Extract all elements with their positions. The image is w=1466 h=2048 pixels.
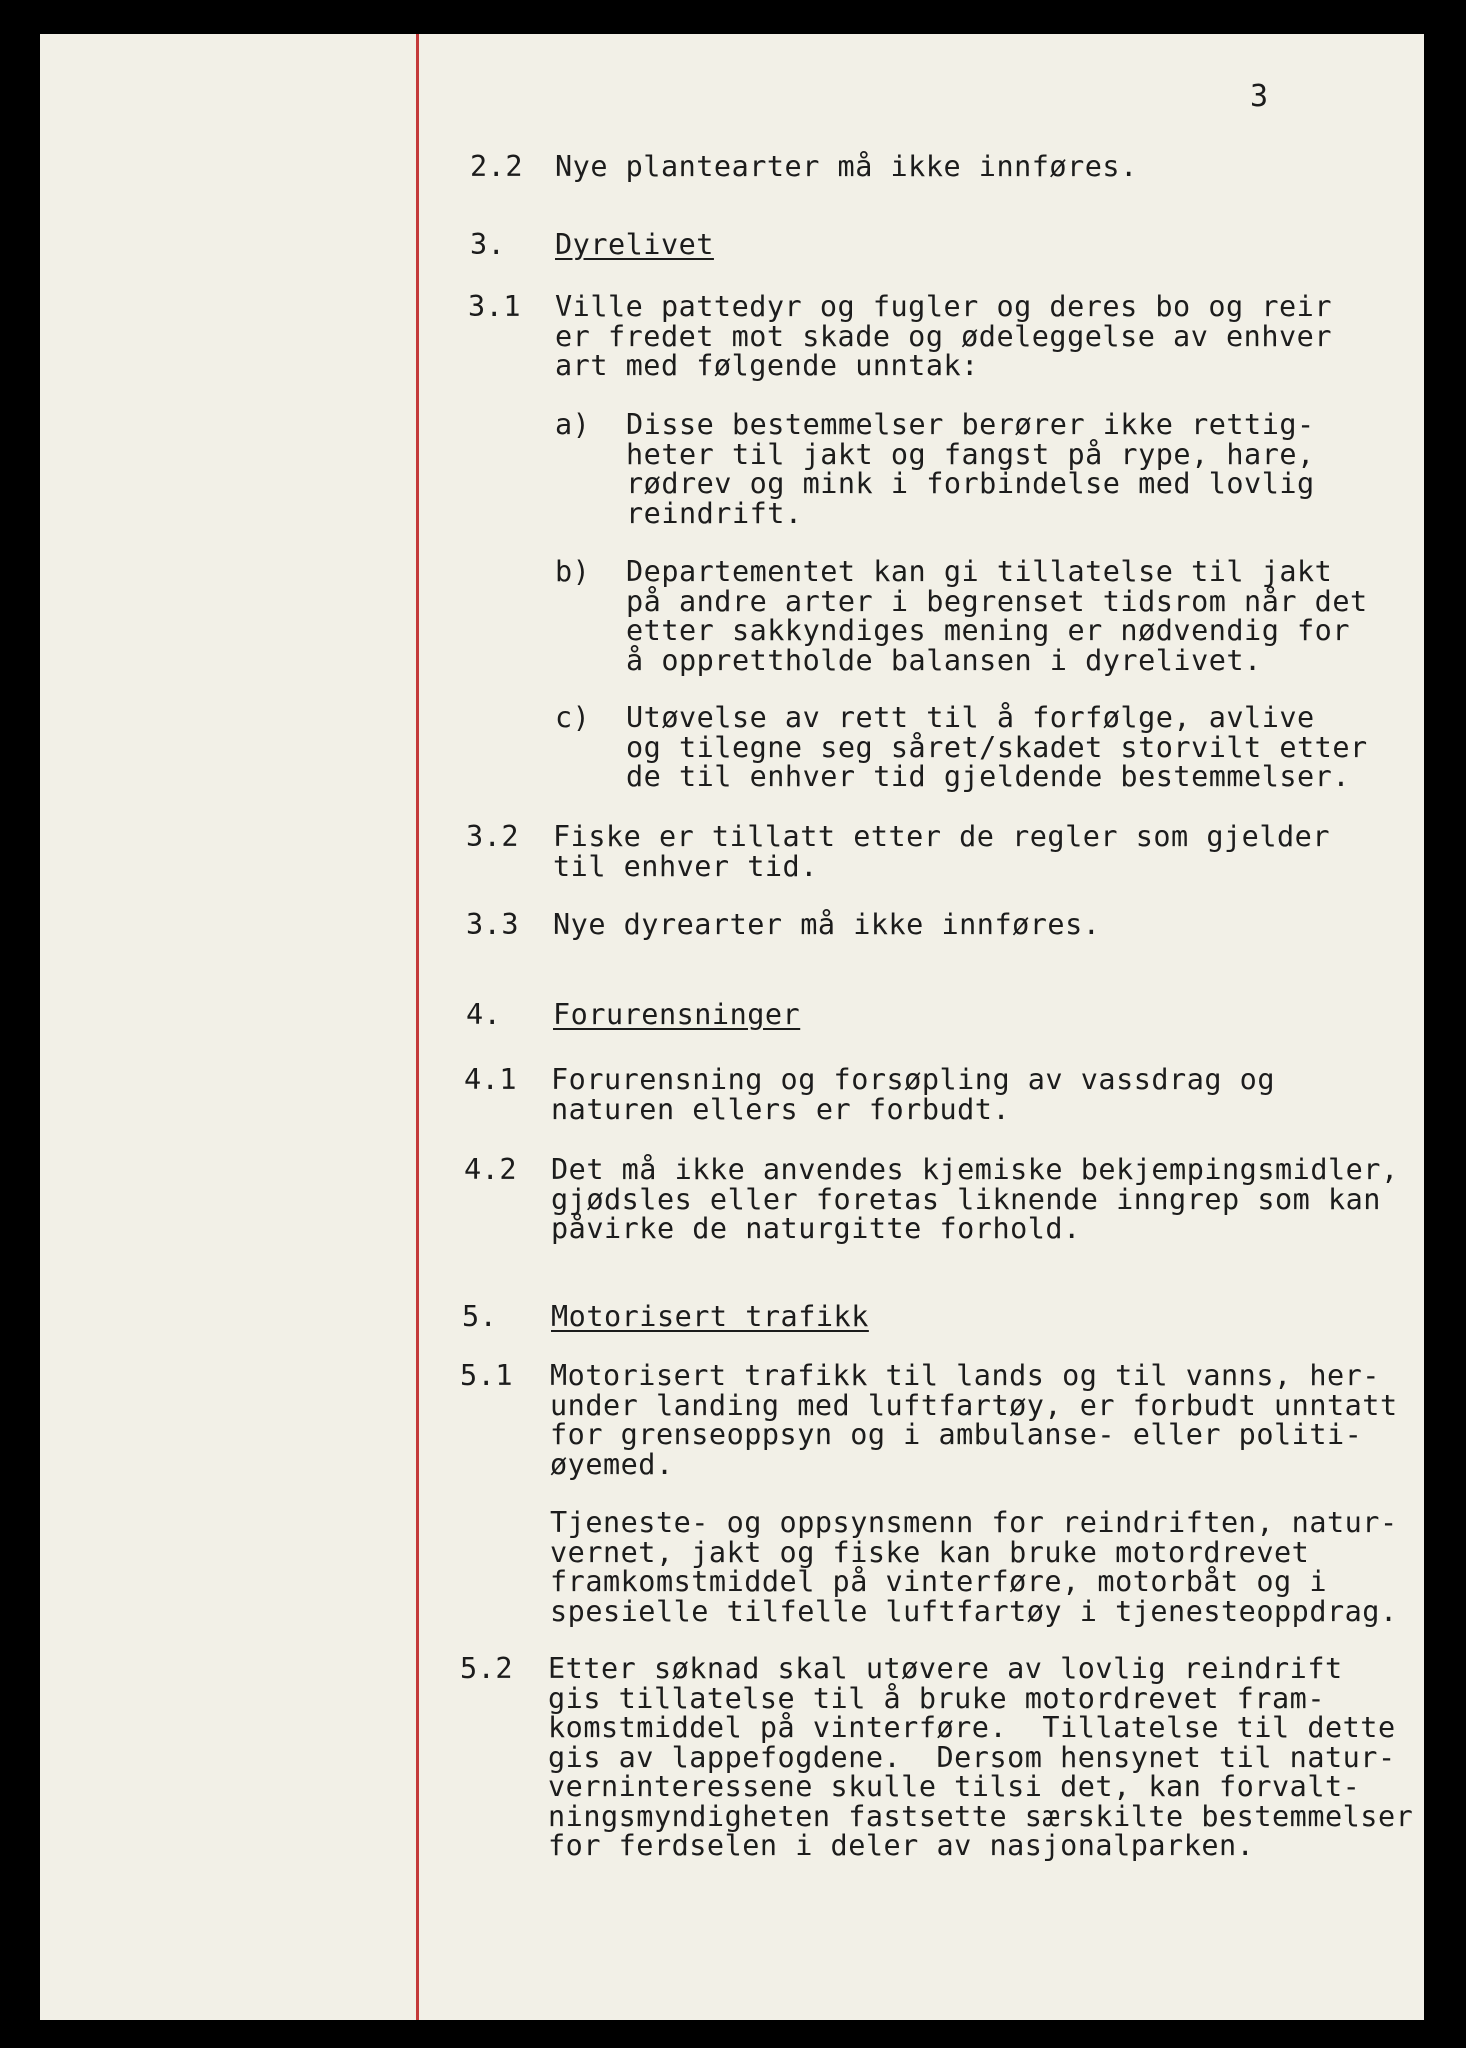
- section-heading: Dyrelivet: [555, 228, 714, 261]
- text-line: å opprettholde balansen i dyrelivet.: [626, 643, 1262, 677]
- text-line: Motorisert trafikk til lands og til vanns, her-: [550, 1359, 1380, 1392]
- page-number: 3: [1250, 79, 1269, 114]
- text-line: reindrift.: [626, 496, 803, 530]
- text-line: verninteressene skulle tilsi det, kan forvalt-: [548, 1770, 1361, 1803]
- text-line: Etter søknad skal utøvere av lovlig reindrift: [548, 1652, 1343, 1685]
- text-line: Forurensning og forsøpling av vassdrag og: [551, 1063, 1275, 1096]
- section-heading: Forurensninger: [553, 998, 801, 1031]
- list-label: b): [555, 555, 591, 588]
- text-line: for grenseoppsyn og i ambulanse- eller politi-: [550, 1418, 1363, 1451]
- text-line: for ferdselen i deler av nasjonalparken.: [548, 1829, 1255, 1862]
- section-paragraph: [553, 822, 1330, 881]
- list-label: a): [555, 408, 591, 441]
- section-paragraph: [550, 1508, 1398, 1626]
- section-heading: Motorisert trafikk: [551, 1300, 869, 1333]
- section-number: 3.2: [466, 820, 519, 853]
- text-line: de til enhver tid gjeldende bestemmelser.: [626, 760, 1350, 793]
- text-line: er fredet mot skade og ødeleggelse av enhver: [555, 319, 1332, 353]
- text-line: Fiske er tillatt etter de regler som gjelder: [553, 820, 1330, 853]
- section-number: 5.1: [460, 1359, 513, 1392]
- section-number: 2.2: [470, 150, 523, 183]
- section-number: 5.2: [460, 1652, 513, 1685]
- section-number: 3.1: [468, 290, 521, 323]
- text-line: art med følgende unntak:: [555, 349, 979, 382]
- text-line: vernet, jakt og fiske kan bruke motordrevet: [550, 1535, 1310, 1569]
- section-number: 4.1: [464, 1063, 517, 1096]
- text-line: Disse bestemmelser berører ikke rettig-: [626, 408, 1315, 441]
- text-line: og tilegne seg såret/skadet storvilt etter: [626, 730, 1368, 764]
- list-label: c): [555, 701, 591, 734]
- section-number: 4.2: [464, 1153, 517, 1186]
- section-text: Nye dyrearter må ikke innføres.: [553, 908, 1101, 941]
- text-line: til enhver tid.: [553, 849, 818, 883]
- red-margin-line: [416, 34, 419, 2020]
- text-line: gjødsles eller foretas liknende inngrep som kan: [551, 1182, 1381, 1216]
- text-line: spesielle tilfelle luftfartøy i tjenesteoppdrag.: [550, 1594, 1398, 1628]
- section-paragraph: [551, 1065, 1275, 1124]
- text-line: rødrev og mink i forbindelse med lovlig: [626, 467, 1315, 500]
- text-line: komstmiddel på vinterføre. Tillatelse til dette: [548, 1711, 1396, 1744]
- list-item: [626, 703, 1368, 792]
- section-paragraph: [555, 292, 1332, 381]
- text-line: øyemed.: [550, 1447, 674, 1481]
- list-item: [626, 557, 1368, 675]
- text-line: Det må ikke anvendes kjemiske bekjempingsmidler,: [551, 1153, 1399, 1186]
- text-line: påvirke de naturgitte forhold.: [551, 1212, 1081, 1245]
- text-line: naturen ellers er forbudt.: [551, 1092, 1011, 1126]
- text-line: ningsmyndigheten fastsette særskilte bestemmelser: [548, 1799, 1414, 1833]
- text-line: Departementet kan gi tillatelse til jakt: [626, 555, 1333, 588]
- section-paragraph: [550, 1361, 1398, 1479]
- section-number: 4.: [466, 998, 502, 1031]
- section-number: 3.3: [466, 908, 519, 941]
- section-number: 5.: [462, 1300, 498, 1333]
- text-line: etter sakkyndiges mening er nødvendig for: [626, 614, 1350, 647]
- section-text: Nye plantearter må ikke innføres.: [555, 150, 1138, 183]
- text-line: på andre arter i begrenset tidsrom når det: [626, 584, 1368, 618]
- text-line: gis av lappefogdene. Dersom hensynet til natur-: [548, 1740, 1396, 1774]
- text-line: gis tillatelse til å bruke motordrevet fram-: [548, 1681, 1325, 1715]
- text-line: framkomstmiddel på vinterføre, motorbåt og i: [550, 1565, 1327, 1598]
- text-line: Tjeneste- og oppsynsmenn for reindriften, natur-: [550, 1506, 1398, 1539]
- section-paragraph: [548, 1654, 1413, 1861]
- section-number: 3.: [470, 228, 506, 261]
- list-item: [626, 410, 1315, 528]
- text-line: heter til jakt og fangst på rype, hare,: [626, 437, 1315, 471]
- text-line: under landing med luftfartøy, er forbudt unntatt: [550, 1388, 1398, 1422]
- section-paragraph: [551, 1155, 1399, 1244]
- text-line: Utøvelse av rett til å forfølge, avlive: [626, 701, 1315, 734]
- text-line: Ville pattedyr og fugler og deres bo og reir: [555, 290, 1332, 323]
